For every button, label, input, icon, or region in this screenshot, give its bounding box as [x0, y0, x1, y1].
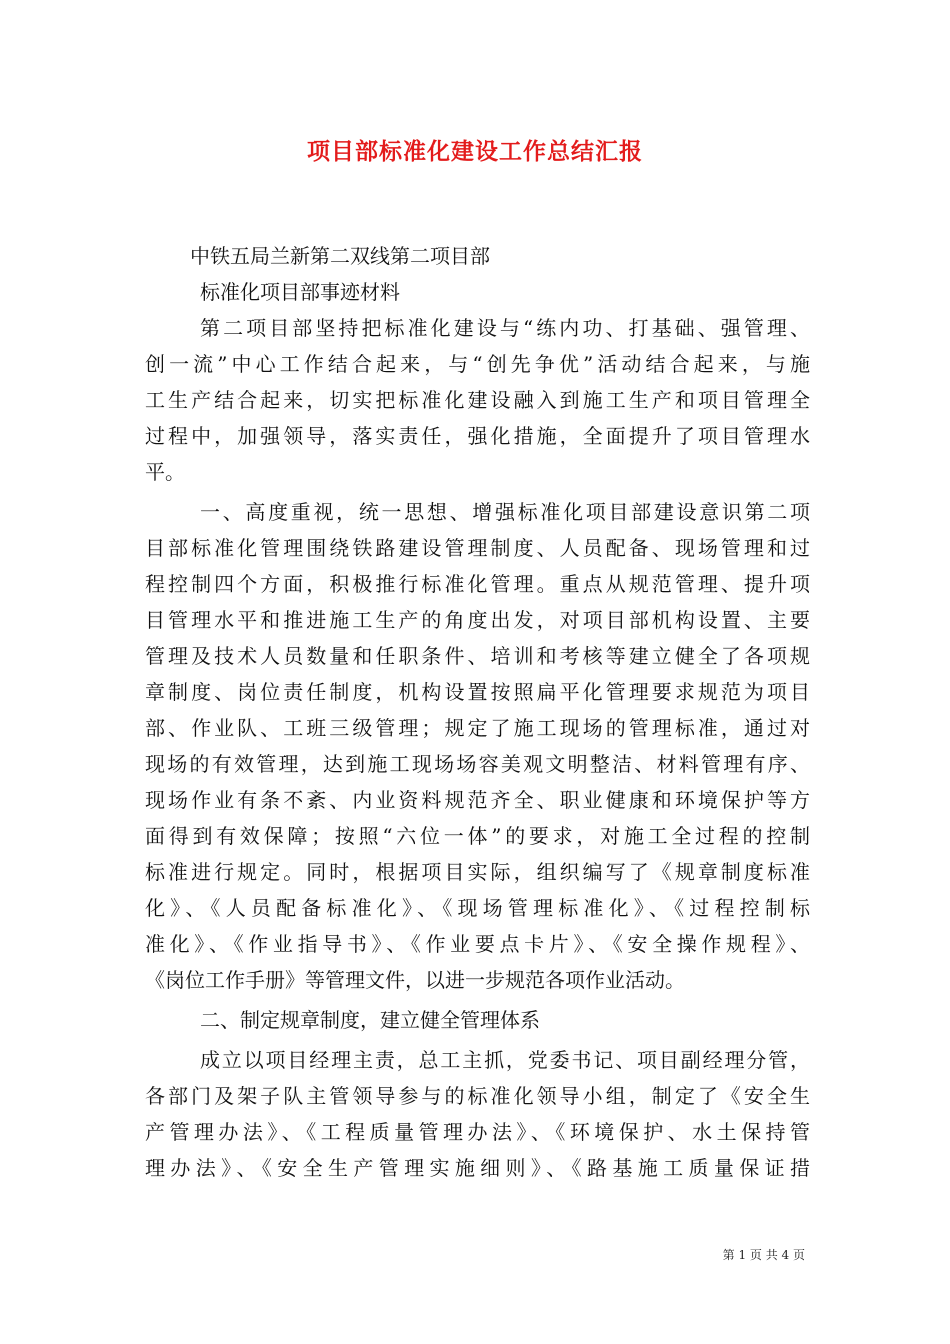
text-line: 章制度、岗位责任制度，机构设置按照扁平化管理要求规范为项目 — [145, 680, 810, 704]
text-line: 管理及技术人员数量和任职条件、培训和考核等建立健全了各项规 — [145, 644, 810, 668]
text-line: 化》、《人员配备标准化》、《现场管理标准化》、《过程控制标 — [145, 896, 810, 920]
text-line: 工生产结合起来，切实把标准化建设融入到施工生产和项目管理全 — [145, 388, 810, 412]
text-line: 部、作业队、工班三级管理；规定了施工现场的管理标准，通过对 — [145, 716, 810, 740]
text-line: 标准化项目部事迹材料 — [200, 280, 400, 304]
text-line: 第二项目部坚持把标准化建设与“练内功、打基础、强管理、 — [200, 316, 810, 340]
text-line: 各部门及架子队主管领导参与的标准化领导小组，制定了《安全生 — [145, 1084, 810, 1108]
text-line: 过程中，加强领导，落实责任，强化措施，全面提升了项目管理水 — [145, 424, 810, 448]
document-body — [145, 238, 810, 1186]
document-title: 项目部标准化建设工作总结汇报 — [307, 138, 643, 165]
text-line: 现场的有效管理，达到施工现场场容美观文明整洁、材料管理有序、 — [145, 752, 810, 776]
page-footer: 第 1 页 共 4 页 — [722, 1248, 805, 1262]
text-line: 一、高度重视，统一思想、增强标准化项目部建设意识第二项 — [200, 500, 810, 524]
text-line: 目管理水平和推进施工生产的角度出发，对项目部机构设置、主要 — [145, 608, 810, 632]
text-line: 面得到有效保障；按照“六位一体”的要求，对施工全过程的控制 — [145, 824, 810, 848]
text-line: 中铁五局兰新第二双线第二项目部 — [190, 244, 490, 268]
text-line: 创一流”中心工作结合起来，与“创先争优”活动结合起来，与施 — [145, 352, 810, 376]
text-line: 目部标准化管理围绕铁路建设管理制度、人员配备、现场管理和过 — [145, 536, 810, 560]
text-line: 理办法》、《安全生产管理实施细则》、《路基施工质量保证措 — [145, 1156, 810, 1180]
text-line: 现场作业有条不紊、内业资料规范齐全、职业健康和环境保护等方 — [145, 788, 810, 812]
text-line: 产管理办法》、《工程质量管理办法》、《环境保护、水土保持管 — [145, 1120, 810, 1144]
text-line: 二、制定规章制度，建立健全管理体系 — [200, 1008, 540, 1032]
text-line: 准化》、《作业指导书》、《作业要点卡片》、《安全操作规程》、 — [145, 932, 810, 956]
text-line: 标准进行规定。同时，根据项目实际，组织编写了《规章制度标准 — [145, 860, 810, 884]
text-line: 程控制四个方面，积极推行标准化管理。重点从规范管理、提升项 — [145, 572, 810, 596]
text-line: 《岗位工作手册》等管理文件，以进一步规范各项作业活动。 — [145, 968, 685, 992]
text-line: 平。 — [145, 460, 185, 484]
text-line: 成立以项目经理主责，总工主抓，党委书记、项目副经理分管， — [200, 1048, 810, 1072]
